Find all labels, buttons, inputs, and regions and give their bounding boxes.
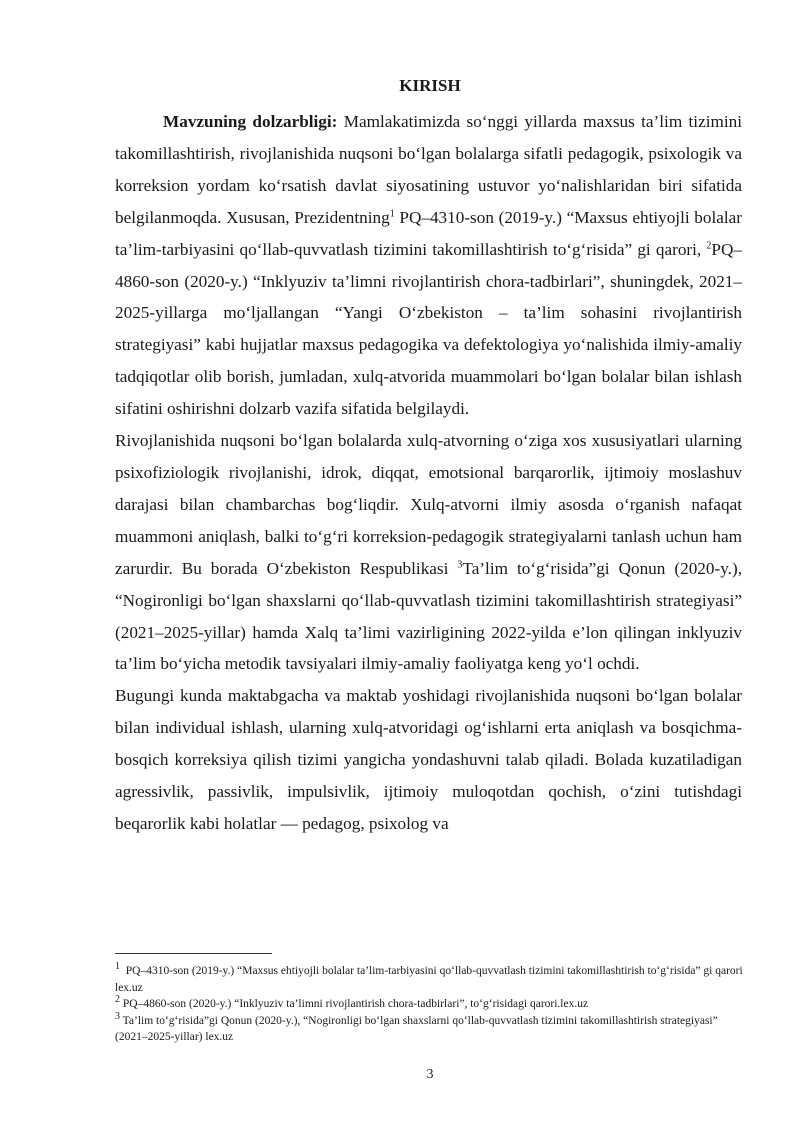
footnotes [115,963,745,1046]
page-title: KIRISH [399,76,461,95]
body-text [115,106,742,840]
footnote-mark: 3 [115,1010,120,1022]
paragraph-relevance [115,106,742,425]
footnote-ref-3[interactable]: 3 [457,558,463,570]
relevance-label: Mavzuning dolzarbligi: [163,112,338,131]
footnote-mark: 2 [115,994,120,1006]
footnote-mark: 1 [115,961,120,973]
paragraph-text: Mamlakatimizda so‘nggi yillarda maxsus ta’lim tizimini takomillashtirish, rivojlanishida nuqsoni bo‘lgan bolalarga sifatli pedagogik, psixologik va korreksion yordam ko‘rsatish davlat siyosatining ustuvor yo‘nalishlaridan biri sifatida belgilanmoqda. Xususan, Prezidentning [115,112,742,227]
footnote-2 [115,996,745,1013]
paragraph-text: Rivojlanishida nuqsoni bo‘lgan bolalarda xulq-atvorning o‘ziga xos xususiyatlari ularning psixofiziologik rivojlanishi, idrok, diqqat, emotsional barqarorlik, ijtimoiy moslashuv darajasi bilan chambarchas bog‘liqdir. Xulq-atvorni ilmiy asosda o‘rganish nafaqat muammoni aniqlash, balki to‘g‘ri korreksion-pedagogik strategiyalarni tanlash uchun ham zarurdir. Bu borada O‘zbekiston Respublikasi [115,431,742,578]
footnote-3 [115,1010,745,1046]
footnote-1 [115,963,745,996]
page-number: 3 [426,1067,434,1082]
paragraph-text: Bugungi kunda maktabgacha va maktab yoshidagi rivojlanishida nuqsoni bo‘lgan bolalar bilan individual ishlash, ularning xulq-atvoridagi og‘ishlarni erta aniqlash va bosqichma-bosqich korreksiya qilish tizimi yangicha yondashuvni talab qiladi. Bolada kuzatiladigan agressivlik, passivlik, impulsivlik, ijtimoiy muloqotdan qochish, o‘zini tutishdagi beqarorlik kabi holatlar — pedagog, psixolog va [115,686,742,833]
paragraph-text: Ta’lim to‘g‘risida”gi Qonun (2020-y.), “Nogironligi bo‘lgan shaxslarni qo‘llab-quvvatlash tizimini takomillashtirish strategiyasi” (2021–2025-yillar) hamda Xalq ta’limi vazirligining 2022-yilda e’lon qilingan inklyuziv ta’lim bo‘yicha metodik tavsiyalari ilmiy-amaliy faoliyatga keng yo‘l ochdi. [115,558,742,674]
paragraph-text: PQ–4860-son (2020-y.) “Inklyuziv ta’limni rivojlantirish chora-tadbirlari”, shuningdek, 2021–2025-yillarga mo‘ljallangan “Yangi O‘zbekiston – ta’lim sohasini rivojlantirish strategiyasi” kabi hujjatlar maxsus pedagogika va defektologiya yo‘nalishida ilmiy-amaliy tadqiqotlar olib borish, jumladan, xulq-atvorida muammolari bo‘lgan bolalar bilan ishlash sifatini oshirishni dolzarb vazifa sifatida belgilaydi. [115,239,742,419]
footnote-ref-2[interactable]: 2 [706,239,712,251]
footnote-separator [115,953,272,954]
footnote-text: PQ–4310-son (2019-y.) “Maxsus ehtiyojli bolalar ta’lim-tarbiyasini qo‘llab-quvvatlash tizimini takomillashtirish to‘g‘risida” gi qarori lex.uz [115,965,743,994]
footnote-text: PQ–4860-son (2020-y.) “Inklyuziv ta’limni rivojlantirish chora-tadbirlari”, to‘g‘risidagi qarori.lex.uz [122,998,589,1010]
paragraph-behavior [115,425,742,680]
paragraph-today [115,680,742,840]
paragraph-text: PQ–4310-son (2019-y.) “Maxsus ehtiyojli bolalar ta’lim-tarbiyasini qo‘llab-quvvatlash tizimini takomillashtirish to‘g‘risida” gi qarori, [115,207,743,259]
footnote-ref-1[interactable]: 1 [389,207,395,219]
footnote-text: Ta’lim to‘g‘risida”gi Qonun (2020-y.), “Nogironligi bo‘lgan shaxslarni qo‘llab-quvvatlash tizimini takomillashtirish strategiyasi” (2021–2025-yillar) lex.uz [115,1014,718,1043]
